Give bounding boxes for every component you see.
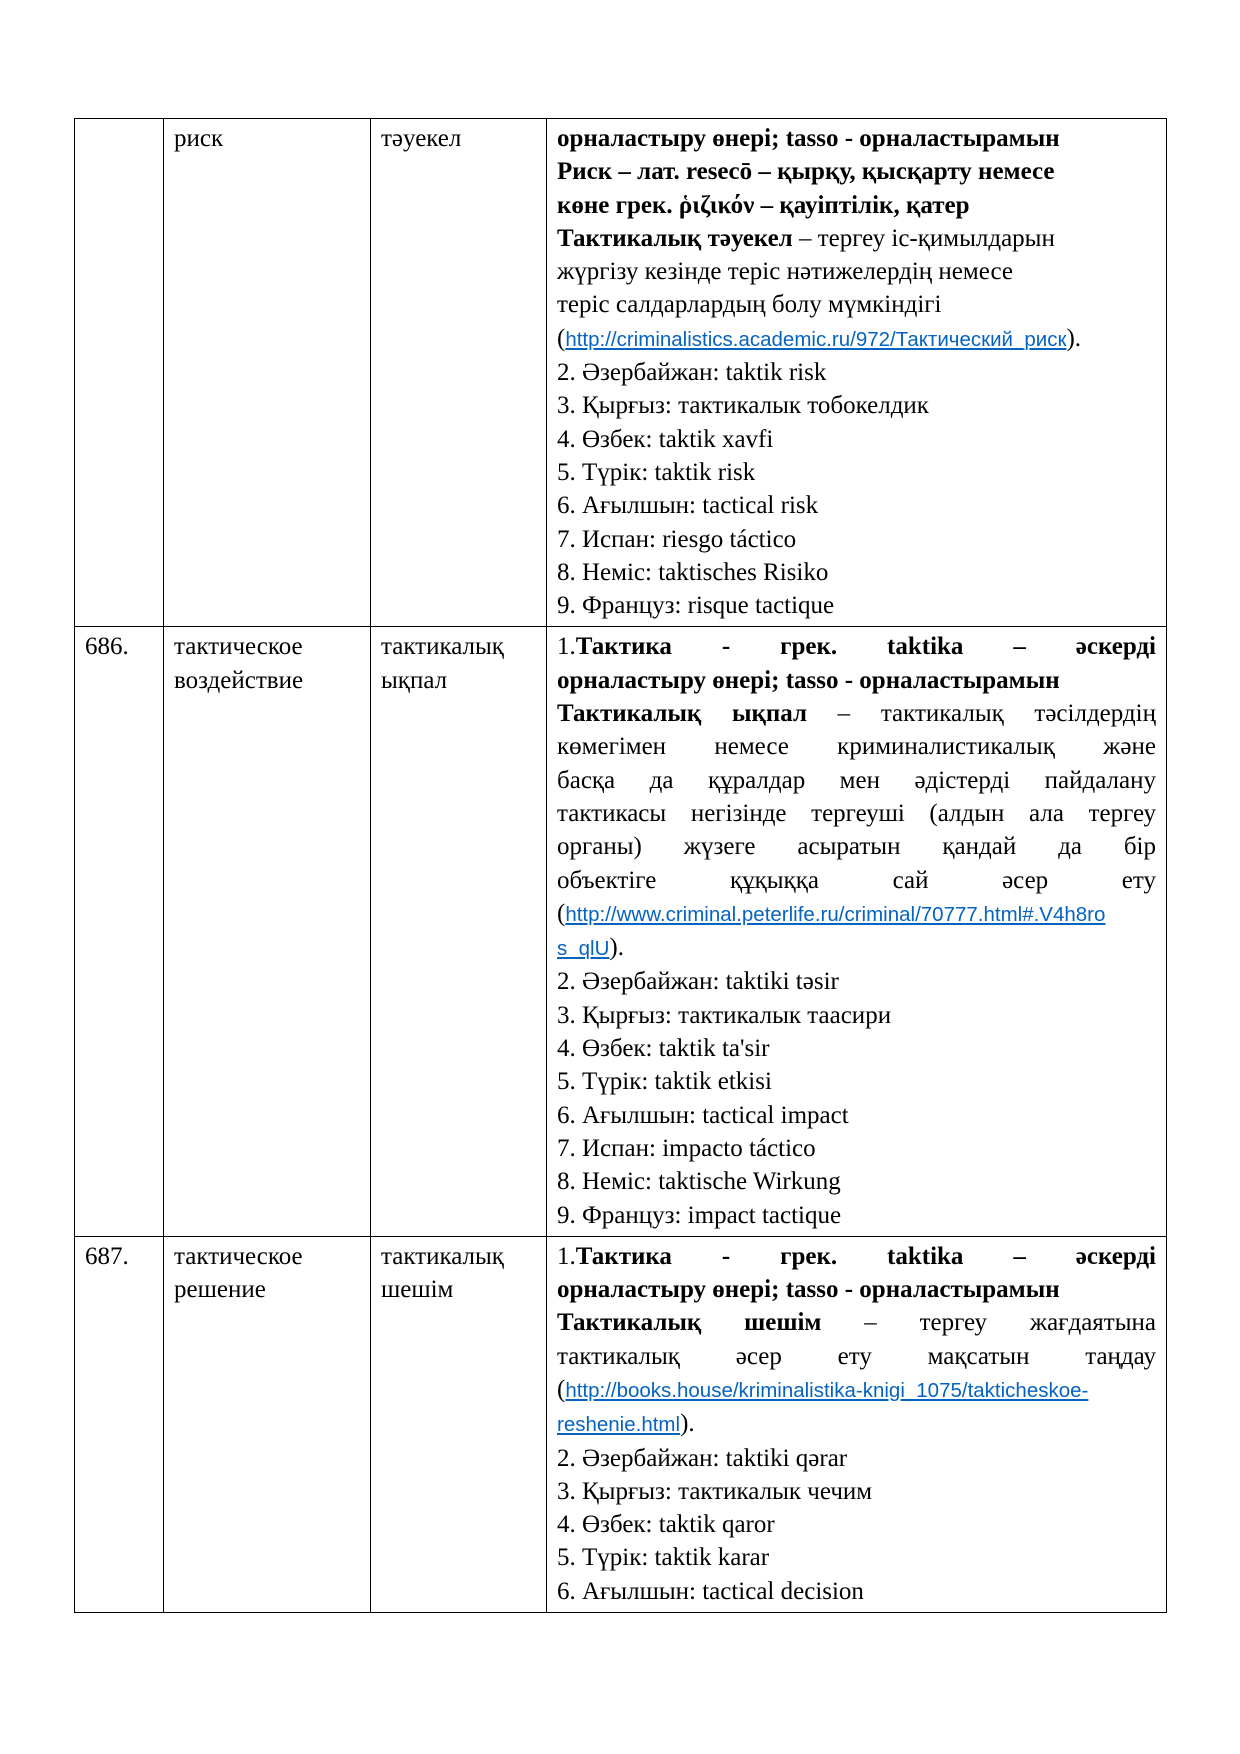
definition-bold-text: Риск – лат. resecō – қырқу, қысқарту немесе [557,158,1055,186]
definition-bold-text: орналастыру өнері; tasso - орналастырамын [557,1276,1060,1304]
term-kazakh-line: ықпал [381,666,448,694]
translation-item: 3. Қырғыз: тактикалык чечим [557,1477,873,1505]
translation-item: 4. Өзбек: taktik ta'sir [557,1035,770,1063]
translation-item: 9. Француз: impact tactique [557,1201,842,1229]
entry-number: 687. [75,1236,164,1612]
translation-item: 4. Өзбек: taktik xavfi [557,425,774,453]
definition-text: ). [1066,324,1082,352]
definition-text: жүргізу кезінде теріс нәтижелердің немесе [557,258,1013,286]
translation-item: 4. Өзбек: taktik qaror [557,1511,775,1539]
definition-bold-text: орналастыру өнері; tasso - орналастырамын [557,666,1060,694]
translation-item: 3. Қырғыз: тактикалык таасири [557,1001,892,1029]
translation-item: 6. Ағылшын: tactical risk [557,492,819,520]
definition-line [557,730,1156,763]
definition-text: 1. [557,1242,576,1270]
translation-item: 5. Түрік: taktik etkisi [557,1068,772,1096]
translation-item: 6. Ағылшын: tactical decision [557,1577,864,1605]
definition-line [557,1407,1156,1441]
definition-line [557,830,1156,863]
definition-line [557,222,1156,255]
translation-item: 7. Испан: impacto táctico [557,1134,816,1162]
term-russian-line: риск [174,125,224,152]
definition-bold-text: көне грек. ῥιζικόν – қауіптілік, қатер [557,191,970,219]
definition-bold-text: Тактикалық шешім [557,1309,822,1337]
translation-item: 8. Неміс: taktische Wirkung [557,1168,841,1196]
definition-line [557,288,1156,321]
definition-text: теріс салдарлардың болу мүмкіндігі [557,291,942,319]
definition-bold-text: Тактика - грек. taktika – әскерді [575,633,1156,661]
definition-text: ( [557,899,566,927]
table-row [75,119,1167,627]
definition-line [557,255,1156,288]
document-page [74,118,1166,1613]
term-russian [164,119,371,627]
translation-item: 3. Қырғыз: тактикалык тобокелдик [557,392,929,420]
definition-text: ( [557,1375,566,1403]
definition-text: 1. [557,633,576,661]
translation-item: 5. Түрік: taktik karar [557,1544,770,1572]
term-definition [547,119,1167,627]
term-russian [164,1236,371,1612]
glossary-body [75,119,1167,1613]
definition-line [557,897,1156,931]
definition-line [557,1240,1156,1273]
definition-text: – тактикалық тәсілдердің [807,700,1156,728]
term-kazakh-line: шешім [381,1276,454,1304]
translation-item: 7. Испан: riesgo táctico [557,525,797,553]
definition-line [557,1373,1156,1407]
definition-line [557,1306,1156,1339]
definition-line [557,1340,1156,1373]
definition-line [557,155,1156,188]
definition-text: ( [557,324,566,352]
glossary-table [74,118,1167,1613]
table-row [75,1236,1167,1612]
definition-bold-text: Тактикалық ықпал [557,700,808,728]
term-russian-line: тактическое [174,633,303,661]
definition-text: объектіге құқыққа сай әсер ету [557,866,1156,894]
translation-item: 8. Неміс: taktisches Risiko [557,558,829,586]
term-kazakh [371,627,547,1236]
definition-line [557,630,1156,663]
term-definition [547,1236,1167,1612]
definition-text: тактикалық әсер ету мақсатын таңдау [557,1342,1156,1370]
definition-line [557,697,1156,730]
translation-item: 9. Француз: risque tactique [557,592,835,620]
definition-text: ). [609,934,624,962]
entry-number [75,119,164,627]
definition-text: басқа да құралдар мен әдістерді пайдалану [557,766,1156,794]
translations-list [557,1442,1156,1608]
term-kazakh [371,1236,547,1612]
definition-line [557,1273,1156,1306]
definition-text: – тергеу іс-қимылдарын [792,224,1055,252]
source-link[interactable]: s_qlU [557,937,610,961]
source-link[interactable]: http://books.house/kriminalistika-knigi_1075/takticheskoe- [565,1378,1089,1402]
definition-line [557,664,1156,697]
term-kazakh-line: тактикалық [381,1242,504,1270]
translation-item: 5. Түрік: taktik risk [557,458,756,486]
definition-line [557,864,1156,897]
definition-line [557,189,1156,222]
definition-text: ). [680,1410,695,1438]
translations-list [557,965,1156,1231]
definition-line [557,931,1156,965]
term-kazakh-line: тәуекел [381,125,462,152]
term-russian-line: тактическое [174,1242,303,1270]
definition-bold-text: Тактика - грек. taktika – әскерді [575,1242,1156,1270]
definition-line [557,322,1156,356]
term-russian-line: решение [174,1276,266,1304]
definition-bold-text: орналастыру өнері; tasso - орналастырамын [557,125,1060,152]
definition-bold-text: Тактикалық тәуекел [557,224,793,252]
definition-text: органы) жүзеге асыратын қандай да бір [557,833,1156,861]
source-link[interactable]: http://www.criminal.peterlife.ru/criminal/70777.html#.V4h8ro [565,902,1106,926]
source-link[interactable]: http://criminalistics.academic.ru/972/Тактический_риск [565,327,1067,351]
definition-text: тактикасы негізінде тергеуші (алдын ала тергеу [557,799,1156,827]
source-link[interactable]: reshenie.html [557,1413,681,1437]
definition-text: көмегімен немесе криминалистикалық және [557,733,1156,761]
term-kazakh [371,119,547,627]
definition-line [557,122,1156,155]
translation-item: 6. Ағылшын: tactical impact [557,1101,849,1129]
translation-item: 2. Әзербайжан: taktiki təsir [557,968,839,996]
table-row [75,627,1167,1236]
translation-item: 2. Әзербайжан: taktik risk [557,359,827,387]
term-kazakh-line: тактикалық [381,633,504,661]
definition-line [557,797,1156,830]
definition-line [557,764,1156,797]
entry-number: 686. [75,627,164,1236]
term-definition [547,627,1167,1236]
translations-list [557,356,1156,622]
term-russian-line: воздействие [174,666,304,694]
translation-item: 2. Әзербайжан: taktiki qərar [557,1444,848,1472]
definition-text: – тергеу жағдаятына [821,1309,1156,1337]
term-russian [164,627,371,1236]
